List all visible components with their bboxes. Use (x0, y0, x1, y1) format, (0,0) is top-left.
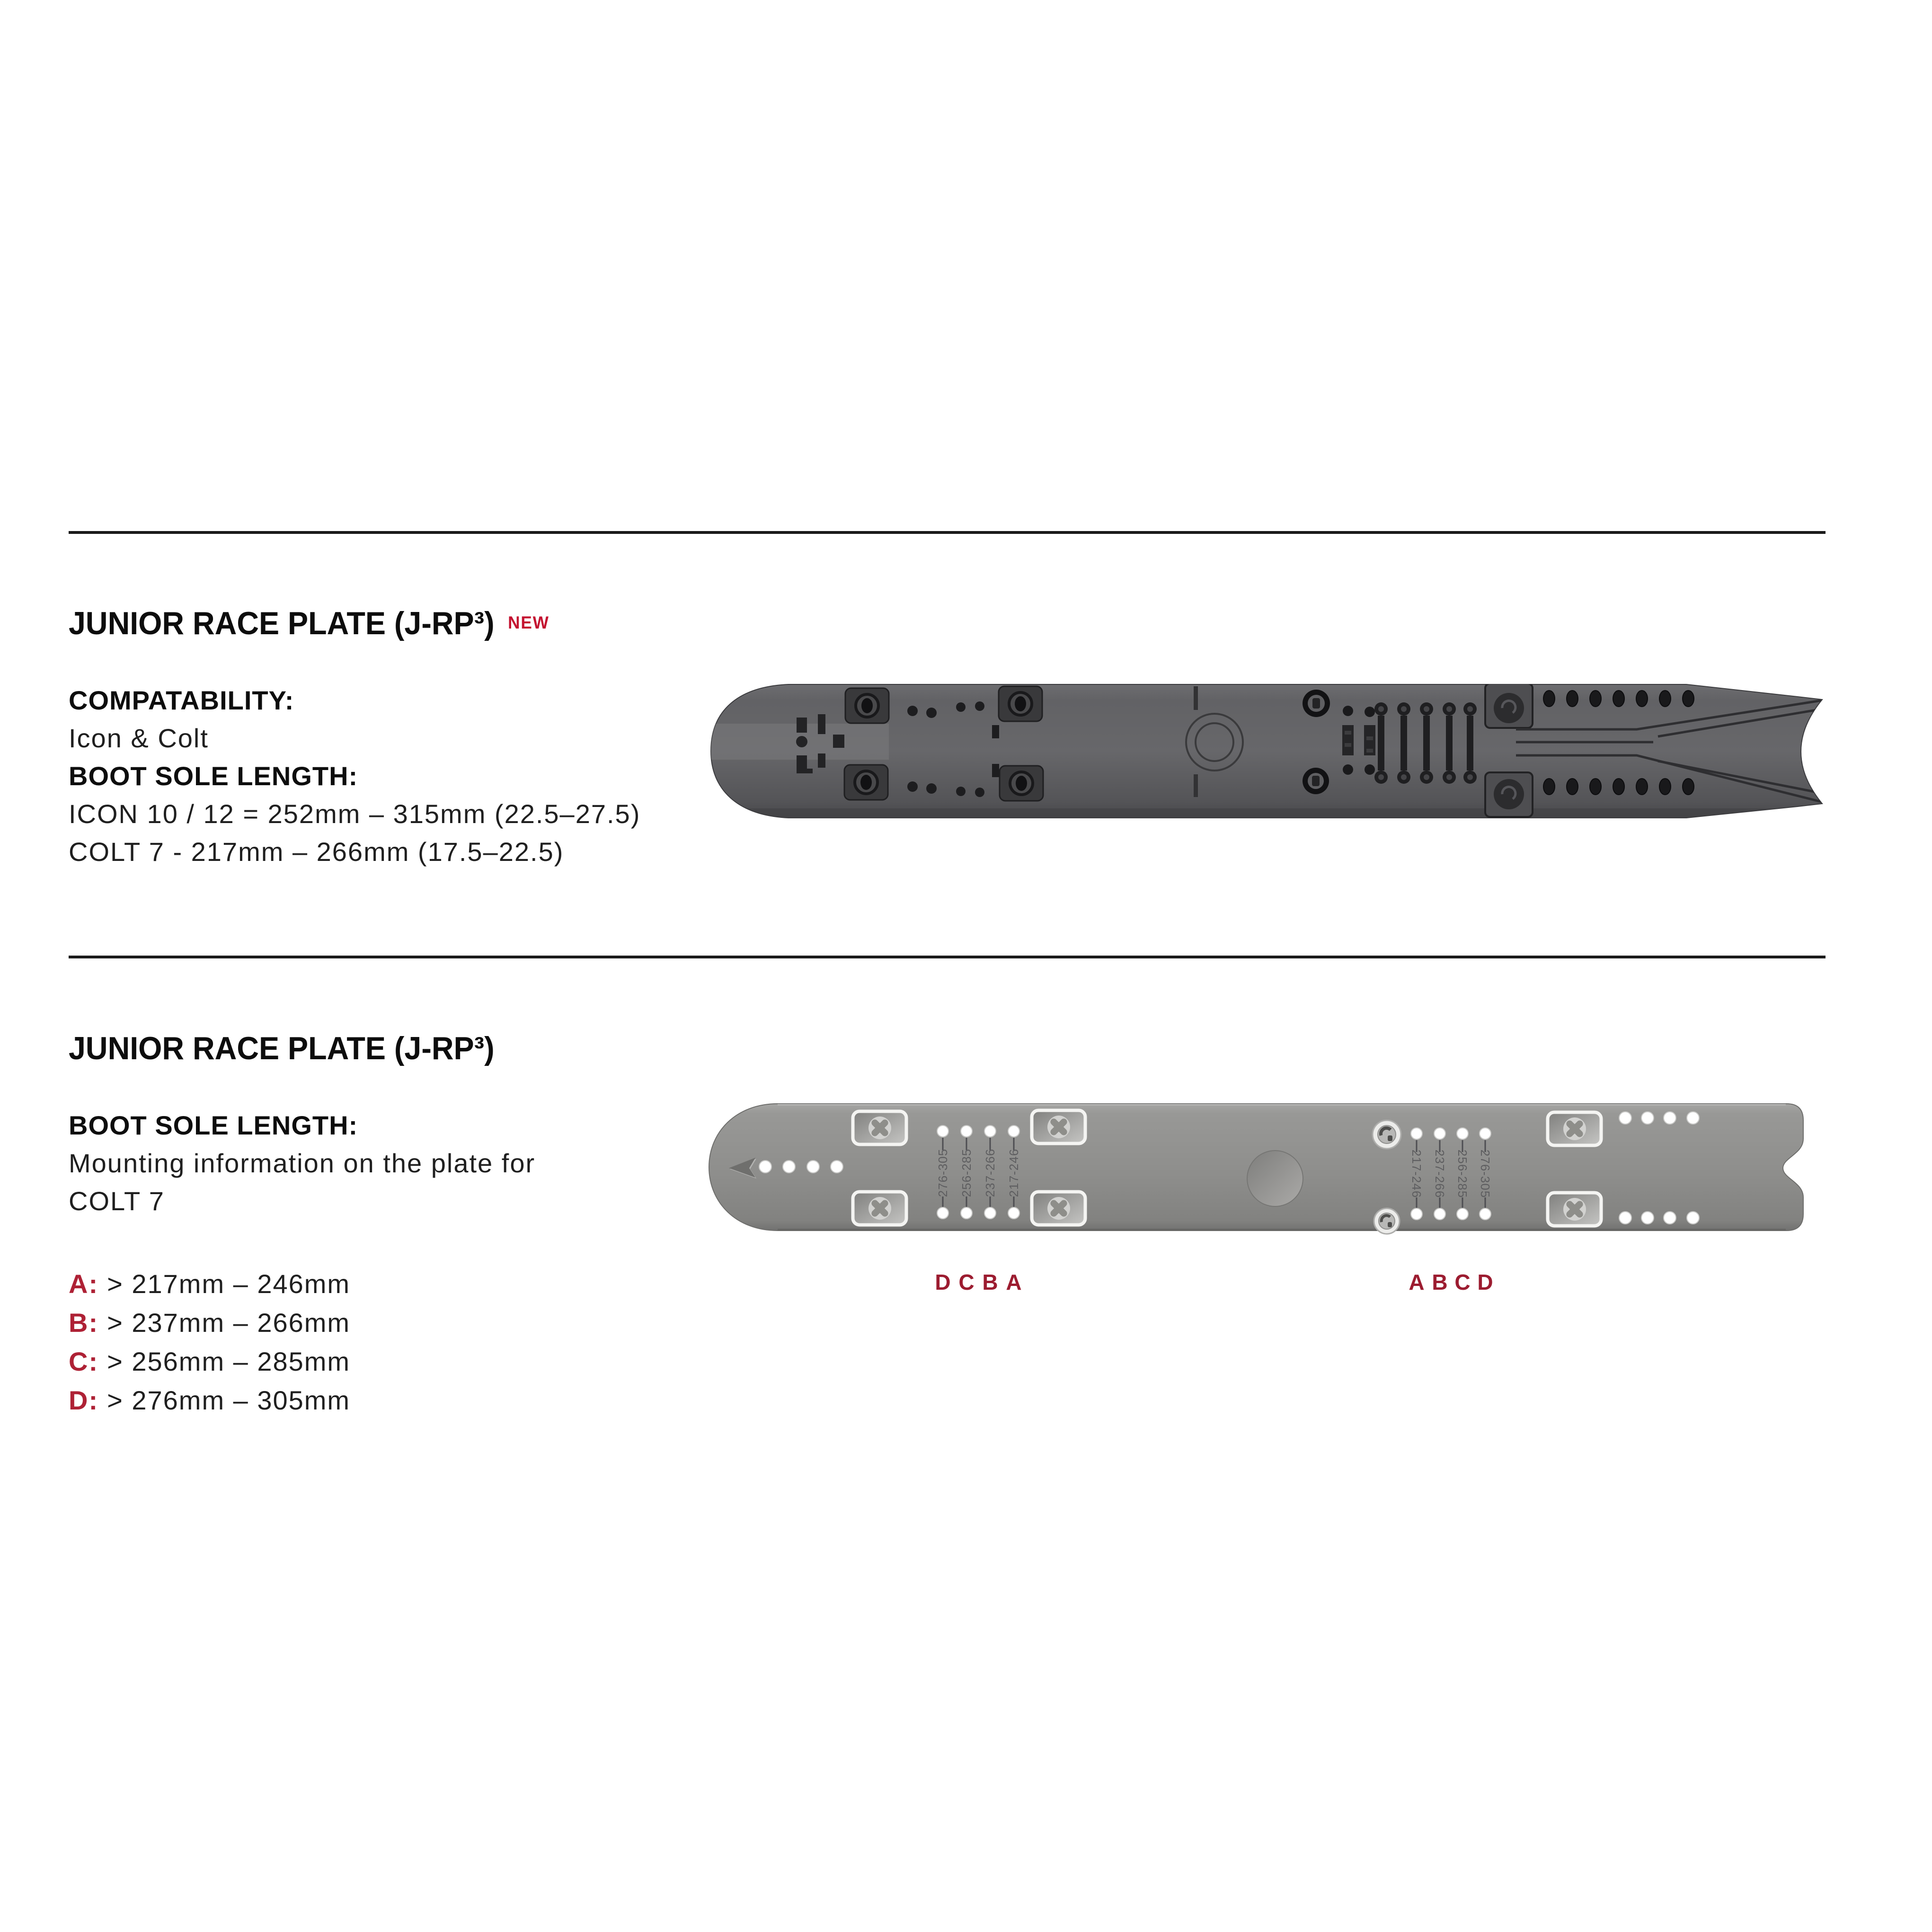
size-range-a: > 217mm – 246mm (107, 1269, 351, 1299)
engraving-217-246-right: 217-246 (1409, 1149, 1424, 1198)
size-key-a: A: (69, 1269, 99, 1299)
engraving-276-305-left: 276-305 (936, 1148, 950, 1197)
size-row-c (69, 1342, 350, 1381)
size-range-d: > 276mm – 305mm (107, 1385, 351, 1415)
size-key-d: D: (69, 1385, 99, 1415)
engraving-256-285-right: 256-285 (1455, 1149, 1470, 1198)
new-badge: NEW (508, 613, 549, 632)
size-row-d (69, 1381, 350, 1420)
marker-letter-c-left: C (958, 1270, 975, 1294)
section2-text-block (69, 1107, 535, 1220)
compatibility-label: COMPATABILITY: (69, 685, 294, 715)
race-plate-top-view-image (709, 680, 1826, 823)
size-row-b (69, 1303, 350, 1342)
page-title: JUNIOR RACE PLATE (J-RP³) (69, 605, 495, 641)
section1-text-block (69, 682, 640, 871)
marker-letter-b-left: B (982, 1270, 998, 1294)
section-divider-bottom (69, 956, 1826, 958)
compatibility-value: Icon & Colt (69, 723, 209, 753)
boot-sole-length-label: BOOT SOLE LENGTH: (69, 761, 358, 791)
engraving-276-305-right: 276-305 (1478, 1149, 1492, 1198)
engraving-256-285-left: 256-285 (959, 1148, 974, 1197)
boot-sole-length-label-2: BOOT SOLE LENGTH: (69, 1110, 358, 1140)
marker-letter-a-left: A (1006, 1270, 1022, 1294)
engraving-237-266-right: 237-266 (1433, 1149, 1447, 1198)
section-divider-top (69, 531, 1826, 534)
mounting-info-line2: COLT 7 (69, 1186, 165, 1216)
marker-letter-a-right: A (1409, 1270, 1425, 1294)
marker-letter-d-left: D (935, 1270, 951, 1294)
engraving-217-246-left: 217-246 (1007, 1148, 1021, 1197)
size-key-c: C: (69, 1347, 99, 1376)
mounting-info-line1: Mounting information on the plate for (69, 1148, 536, 1178)
colt-sole-length-value: COLT 7 - 217mm – 266mm (17.5–22.5) (69, 837, 564, 867)
marker-letter-b-right: B (1432, 1270, 1448, 1294)
size-range-c: > 256mm – 285mm (107, 1347, 351, 1376)
section1-heading (69, 607, 549, 639)
size-row-a (69, 1265, 350, 1303)
size-key-b: B: (69, 1308, 99, 1338)
plate-bottom-shade (709, 808, 1826, 823)
marker-letter-c-right: C (1454, 1270, 1471, 1294)
section2-heading (69, 1032, 495, 1064)
engraving-237-266-left: 237-266 (983, 1148, 997, 1197)
center-recess-hole (1247, 1151, 1303, 1206)
icon-sole-length-value: ICON 10 / 12 = 252mm – 315mm (22.5–27.5) (69, 799, 641, 829)
size-range-b: > 237mm – 266mm (107, 1308, 351, 1338)
marker-letter-d-right: D (1477, 1270, 1493, 1294)
page-title-2: JUNIOR RACE PLATE (J-RP³) (69, 1030, 495, 1066)
race-plate-bottom-view-image (707, 1097, 1809, 1320)
size-range-list (69, 1265, 350, 1420)
